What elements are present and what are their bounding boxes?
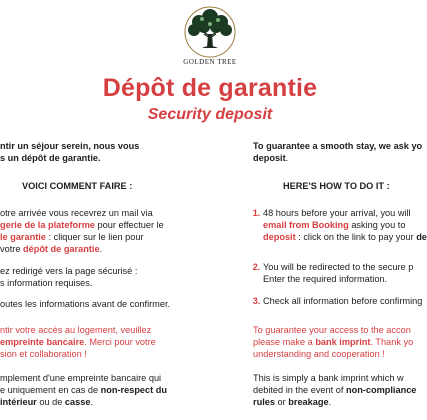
- french-step3: outes les informations avant de confirmer.: [0, 299, 171, 309]
- page-title: Dépôt de garantie: [102, 74, 318, 102]
- english-note-red-line1: To guarantee your access to the accon: [253, 325, 411, 335]
- english-intro-line2: deposit.: [253, 153, 289, 163]
- step-2-number: 2.: [252, 262, 261, 272]
- french-howto-title: VOICI COMMENT FAIRE :: [22, 181, 133, 191]
- french-intro-line1: ntir un séjour serein, nous vous: [0, 141, 140, 151]
- french-note-red-line3: sion et collaboration !: [0, 349, 87, 359]
- french-note-line1: mplement d'une empreinte bancaire qui: [0, 373, 162, 383]
- english-note-line2: debited in the event of non-compliance: [253, 385, 417, 395]
- french-note-line3: intérieur ou de casse.: [0, 397, 93, 407]
- french-step1-line1: otre arrivée vous recevrez un mail via: [0, 208, 153, 218]
- english-howto-title: HERE'S HOW TO DO IT :: [283, 181, 390, 191]
- english-step1-line3: deposit : click on the link to pay your de: [263, 232, 427, 242]
- french-step2-line2: s information requises.: [0, 278, 93, 288]
- english-step2-line1: You will be redirected to the secure p: [263, 262, 414, 272]
- step-3-number: 3.: [252, 296, 261, 306]
- step-1-number: 1.: [252, 208, 261, 218]
- french-intro-line2: s un dépôt de garantie.: [0, 153, 101, 163]
- logo-text: GOLDEN TREE: [183, 58, 237, 66]
- english-intro-line1: To guarantee a smooth stay, we ask yo: [253, 141, 423, 151]
- french-note-red-line2: empreinte bancaire. Merci pour votre: [0, 337, 156, 347]
- page-subtitle: Security deposit: [147, 106, 273, 123]
- english-note-red-line3: understanding and cooperation !: [253, 349, 385, 359]
- english-note-line3: rules or breakage.: [253, 397, 332, 407]
- french-note-red-line1: ntir votre accès au logement, veuillez: [0, 325, 152, 335]
- english-note-line1: This is simply a bank imprint which w: [253, 373, 404, 383]
- english-step1-line1: 48 hours before your arrival, you will: [263, 208, 411, 218]
- french-step1-line3: le garantie : cliquer sur le lien pour: [0, 232, 144, 242]
- english-step1-line2: email from Booking asking you to: [263, 220, 406, 230]
- french-step2-line1: ez redirigé vers la page sécurisé :: [0, 266, 138, 276]
- english-note-red-line2: please make a bank imprint. Thank yo: [253, 337, 414, 347]
- french-step1-line4: votre dépôt de garantie.: [0, 244, 103, 254]
- french-note-line2: e uniquement en cas de non-respect du: [0, 385, 167, 395]
- french-step1-line2: gerie de la plateforme pour effectuer le: [0, 220, 164, 230]
- english-step2-line2: Enter the required information.: [263, 274, 388, 284]
- english-step3: Check all information before confirming: [263, 296, 423, 306]
